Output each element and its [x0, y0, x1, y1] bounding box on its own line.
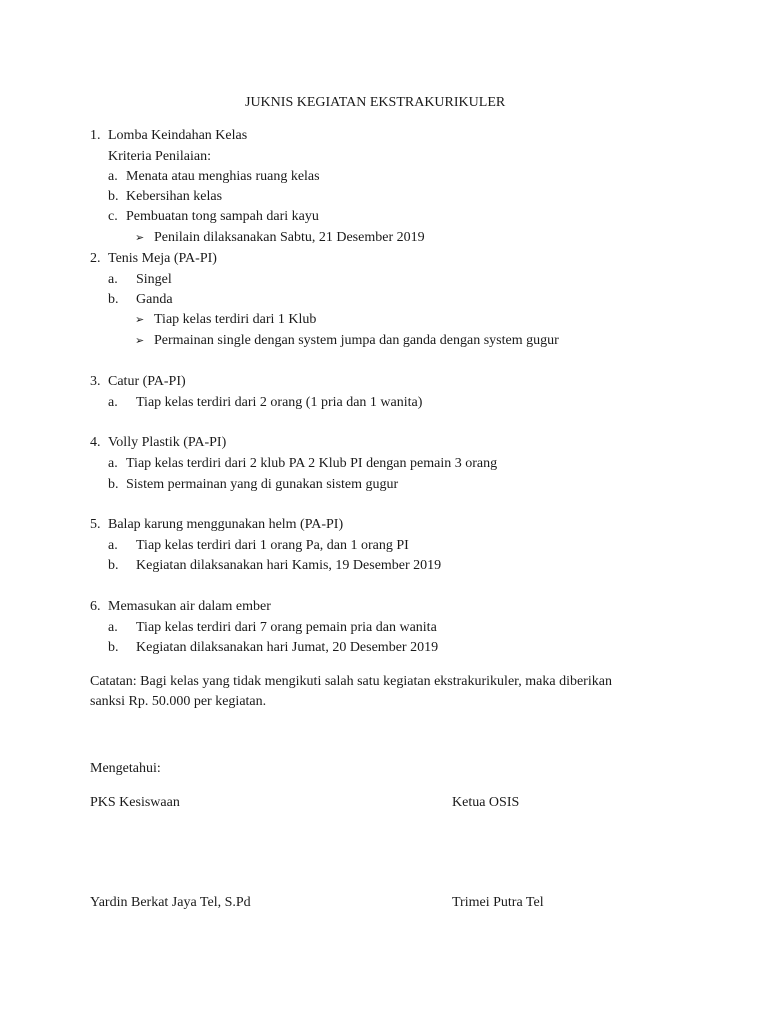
sub-text: Pembuatan tong sampah dari kayu [126, 209, 319, 224]
item-number: 3. [90, 374, 101, 389]
item-title: Memasukan air dalam ember [108, 599, 271, 614]
sub-letter: b. [108, 640, 119, 655]
sub-letter: b. [108, 558, 119, 573]
arrow-bullet-icon: ➢ [135, 313, 145, 326]
sub-letter: c. [108, 209, 118, 224]
sub-letter: a. [108, 538, 118, 553]
item-title: Lomba Keindahan Kelas [108, 128, 248, 143]
sub-letter: b. [108, 292, 119, 307]
note-text: Penilain dilaksanakan Sabtu, 21 Desember 2019 [154, 230, 425, 245]
sub-text: Menata atau menghias ruang kelas [126, 169, 320, 184]
sub-text: Tiap kelas terdiri dari 1 orang Pa, dan 1 orang PI [136, 538, 409, 553]
sub-text: Kegiatan dilaksanakan hari Kamis, 19 Desember 2019 [136, 558, 442, 573]
catatan-line-2: sanksi Rp. 50.000 per kegiatan. [90, 694, 267, 709]
item-number: 2. [90, 251, 101, 266]
item-number: 1. [90, 128, 101, 143]
sub-letter: b. [108, 189, 119, 204]
item-title: Volly Plastik (PA-PI) [108, 435, 227, 450]
sub-letter: a. [108, 395, 118, 410]
sub-letter: a. [108, 272, 118, 287]
note-text: Tiap kelas terdiri dari 1 Klub [154, 312, 317, 327]
item-number: 4. [90, 435, 101, 450]
sub-text: Kebersihan kelas [126, 189, 223, 204]
sub-letter: a. [108, 169, 118, 184]
arrow-bullet-icon: ➢ [135, 231, 145, 244]
left-signatory-role: PKS Kesiswaan [90, 795, 180, 810]
sub-text: Ganda [136, 292, 173, 307]
sub-text: Tiap kelas terdiri dari 2 orang (1 pria dan 1 wanita) [136, 395, 423, 410]
catatan-line-1: Catatan: Bagi kelas yang tidak mengikuti salah satu kegiatan ekstrakurikuler, maka diberikan [90, 674, 612, 689]
item-title: Balap karung menggunakan helm (PA-PI) [108, 517, 344, 532]
sub-text: Singel [136, 272, 172, 287]
sub-letter: a. [108, 456, 118, 471]
mengetahui-label: Mengetahui: [90, 761, 161, 776]
item-subtitle: Kriteria Penilaian: [108, 149, 212, 164]
left-signatory-name: Yardin Berkat Jaya Tel, S.Pd [90, 895, 251, 910]
note-text: Permainan single dengan system jumpa dan ganda dengan system gugur [154, 333, 559, 348]
sub-text: Kegiatan dilaksanakan hari Jumat, 20 Desember 2019 [136, 640, 439, 655]
item-number: 6. [90, 599, 101, 614]
document-title: JUKNIS KEGIATAN EKSTRAKURIKULER [245, 95, 506, 110]
sub-text: Tiap kelas terdiri dari 2 klub PA 2 Klub PI dengan pemain 3 orang [126, 456, 498, 471]
right-signatory-name: Trimei Putra Tel [452, 895, 544, 910]
item-title: Tenis Meja (PA-PI) [108, 251, 217, 266]
item-number: 5. [90, 517, 101, 532]
arrow-bullet-icon: ➢ [135, 334, 145, 347]
sub-text: Sistem permainan yang di gunakan sistem gugur [126, 477, 399, 492]
sub-letter: a. [108, 620, 118, 635]
right-signatory-role: Ketua OSIS [452, 795, 520, 810]
sub-text: Tiap kelas terdiri dari 7 orang pemain pria dan wanita [136, 620, 437, 635]
item-title: Catur (PA-PI) [108, 374, 186, 389]
sub-letter: b. [108, 477, 119, 492]
